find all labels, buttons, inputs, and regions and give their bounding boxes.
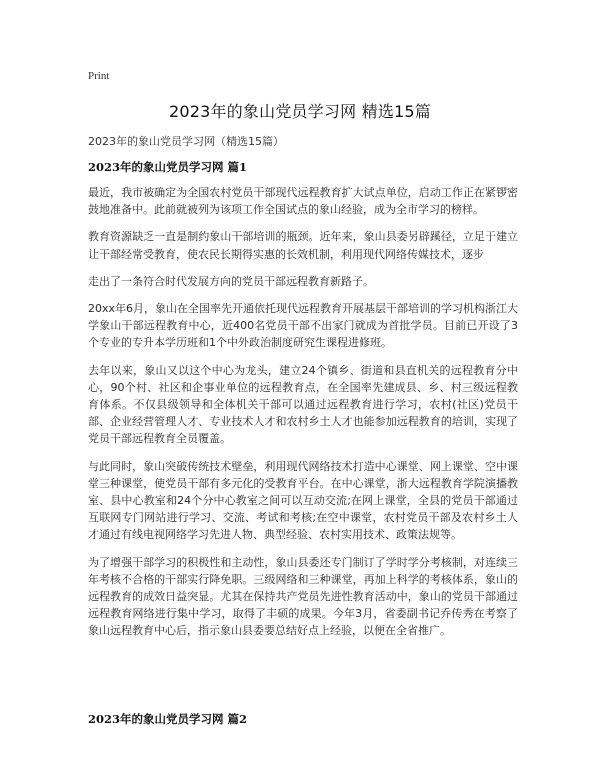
print-link[interactable]: Print bbox=[88, 70, 110, 82]
section-1-body bbox=[88, 184, 518, 650]
document-subtitle: 2023年的象山党员学习网（精选15篇） bbox=[88, 135, 284, 148]
section-heading-2: 2023年的象山党员学习网 篇2 bbox=[88, 712, 248, 726]
paragraph: 与此同时，象山突破传统技术壁垒，利用现代网络技术打造中心课堂、网上课堂、空中课堂三种课堂，使党员干部有多元化的受教育平台。在中心课堂，浙大远程教育学院演播教室、县中心教室和24个分中心教室之间可以互动交流;在网上课堂，全县的党员干部通过互联网专门网站进行学习、交流、考试和考核;在空中课堂，农村党员干部及农村乡土人才通过有线电视网络学习先进人物、典型经验、农村实用技术、政策法规等。 bbox=[88, 459, 518, 542]
paragraph: 去年以来，象山又以这个中心为龙头，建立24个镇乡、街道和县直机关的远程教育分中心，90个村、社区和企事业单位的远程教育点，在全国率先建成县、乡、村三级远程教育体系。不仅县级领导和全体机关干部可以通过远程教育进行学习，农村(社区)党员干部、企业经营管理人才、专业技术人才和农村乡土人才也能参加远程教育的培训，实现了党员干部远程教育全员覆盖。 bbox=[88, 363, 518, 446]
paragraph: 走出了一条符合时代发展方向的党员干部远程教育新路子。 bbox=[88, 274, 374, 288]
section-heading-1: 2023年的象山党员学习网 篇1 bbox=[88, 160, 248, 174]
paragraph: 20xx年6月，象山在全国率先开通依托现代远程教育开展基层干部培训的学习机构浙江大学象山干部远程教育中心，近400名党员干部不出家门就成为首批学员。目前已开设了3个专业的专升本学历班和1个中外政治制度研究生课程进修班。 bbox=[88, 302, 519, 350]
page-title: 2023年的象山党员学习网 精选15篇 bbox=[169, 102, 431, 121]
paragraph: 为了增强干部学习的积极性和主动性，象山县委还专门制订了学时学分考核制，对连续三年考核不合格的干部实行降免职。三级网络和三种课堂，再加上科学的考核体系，象山的远程教育的成效日益突显。尤其在保持共产党员先进性教育活动中，象山的党员干部通过远程教育网络进行集中学习，取得了丰硕的成果。今年3月，省委副书记乔传秀在考察了象山远程教育中心后，指示象山县委要总结好点上经验，以便在全省推广。 bbox=[88, 555, 518, 638]
paragraph: 最近，我市被确定为全国农村党员干部现代远程教育扩大试点单位，启动工作正在紧锣密鼓地准备中。此前就被列为该项工作全国试点的象山经验，成为全市学习的榜样。 bbox=[88, 186, 518, 217]
paragraph: 教育资源缺乏一直是制约象山干部培训的瓶颈。近年来，象山县委另辟蹊径，立足于建立让干部经常受教育，使农民长期得实惠的长效机制，利用现代网络传媒技术，逐步 bbox=[88, 230, 518, 261]
